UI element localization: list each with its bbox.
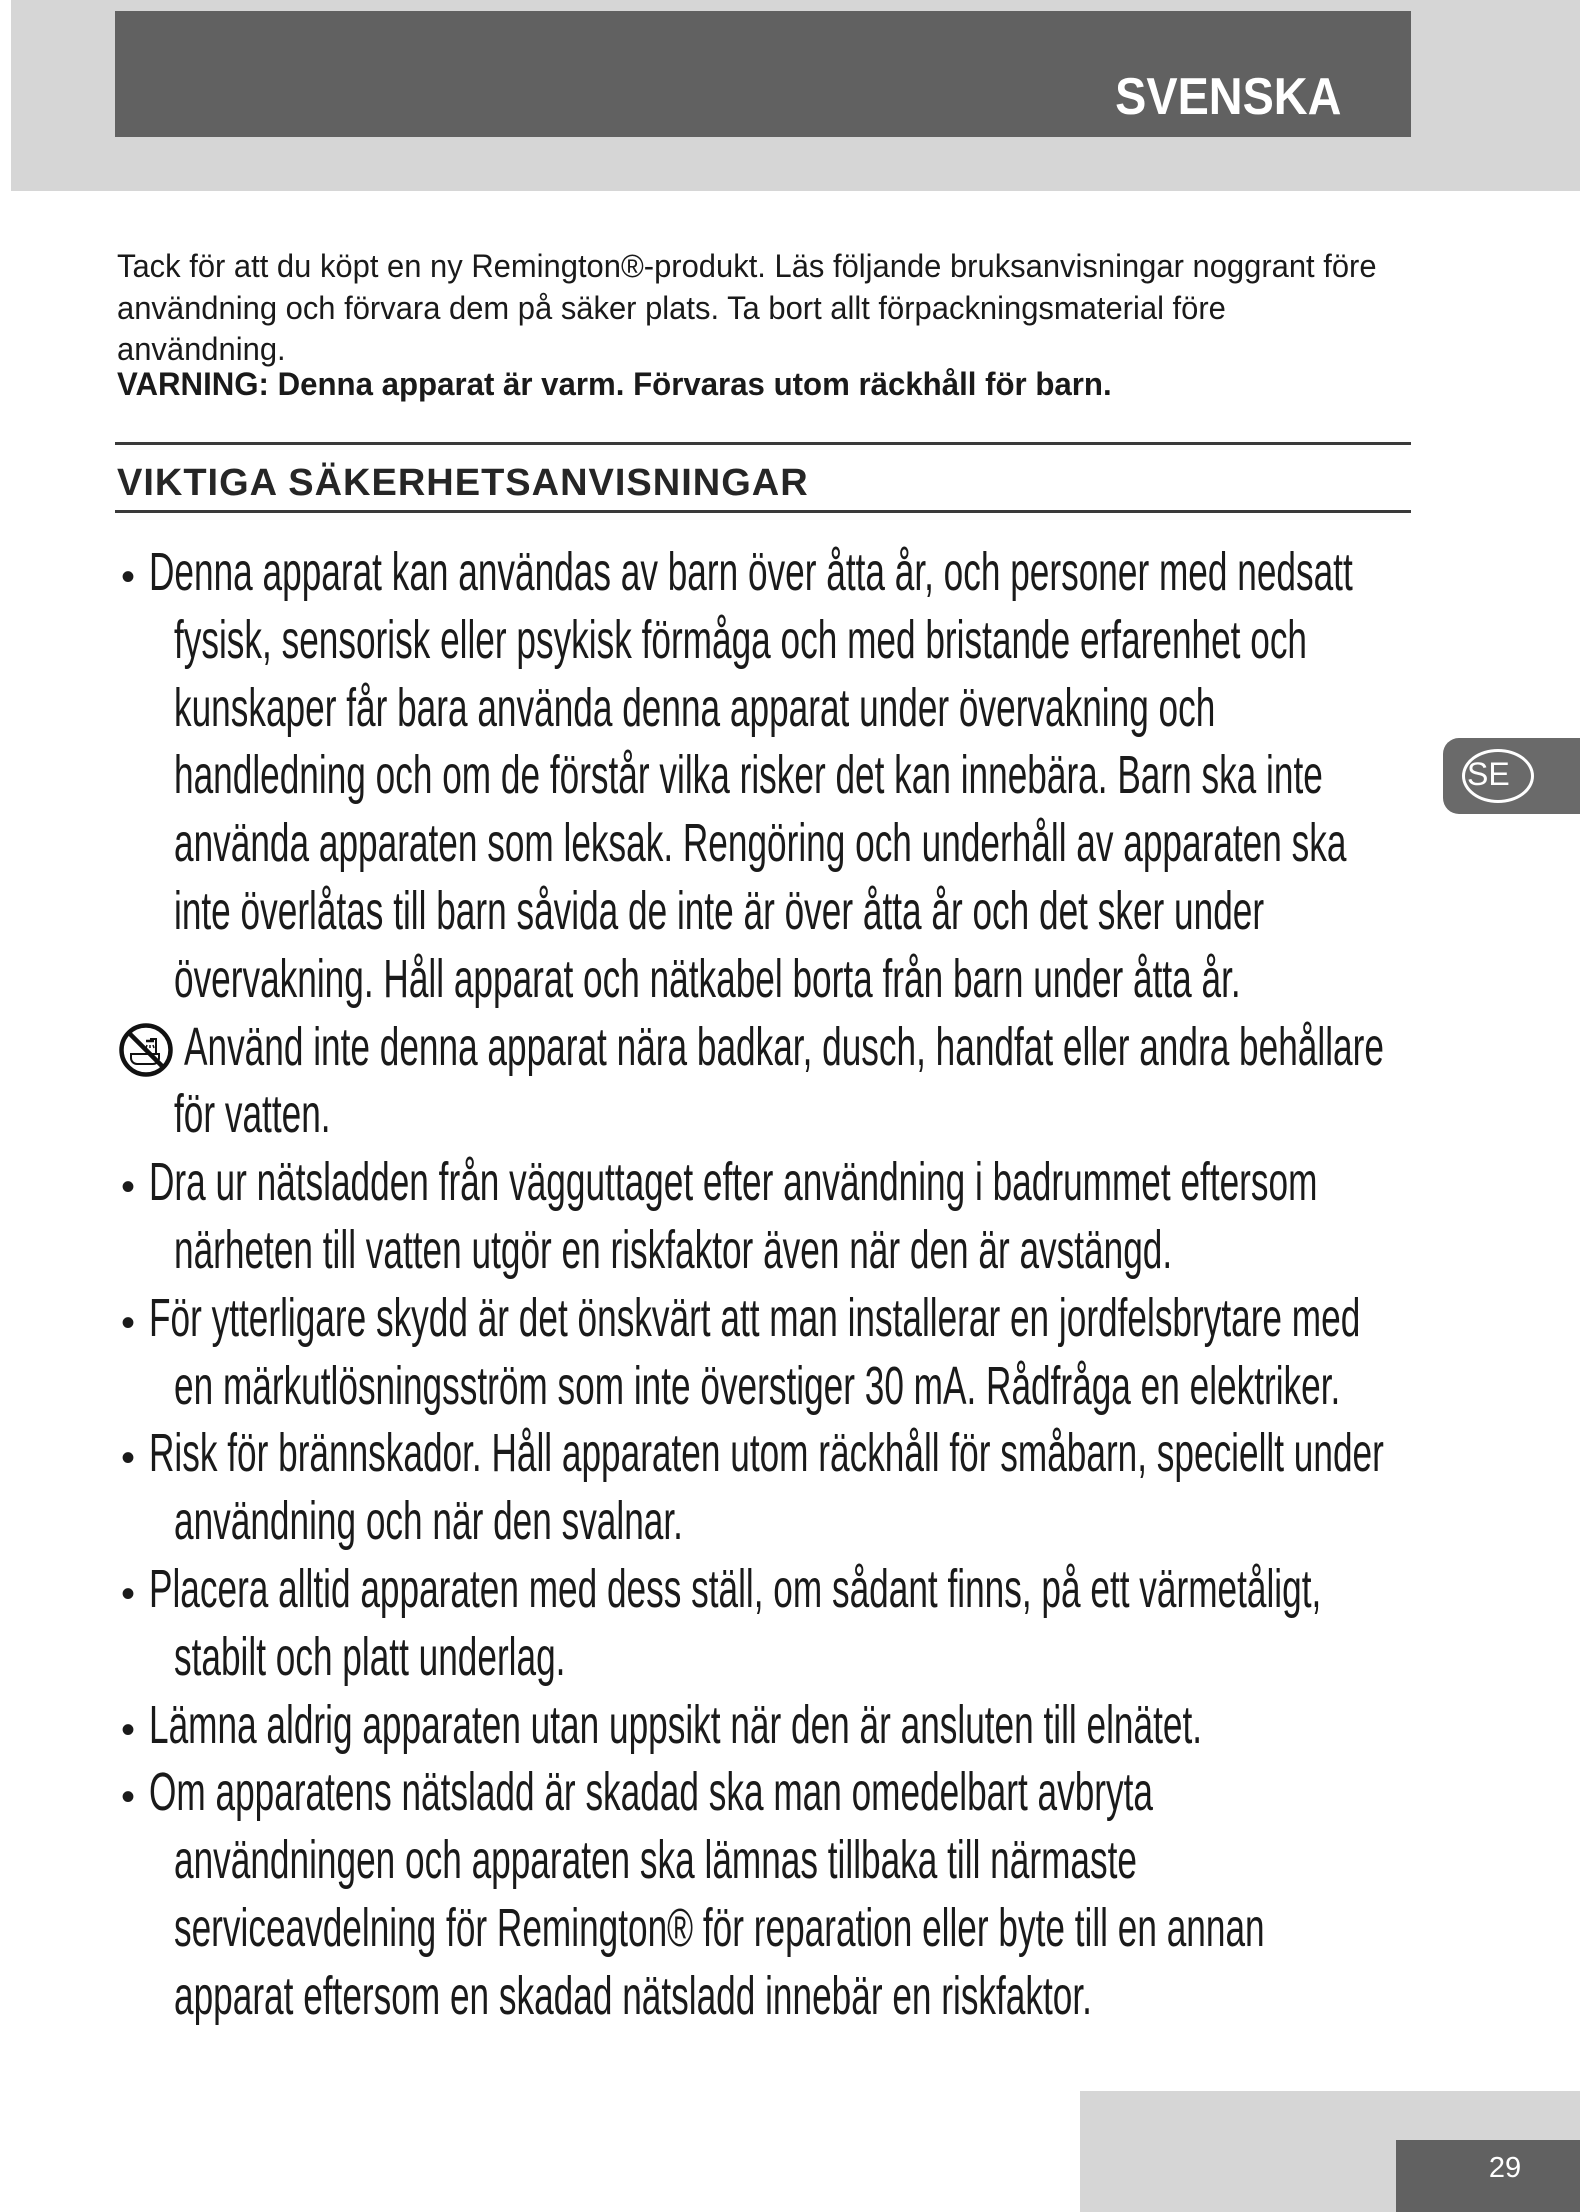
bullet: • xyxy=(121,1300,136,1345)
list-line xyxy=(0,1556,1440,1624)
safety-list xyxy=(0,539,1440,2031)
list-line-text: stabilt och platt underlag. xyxy=(174,1626,566,1687)
list-line xyxy=(0,1624,1440,1692)
list-line xyxy=(0,539,1440,607)
intro-line: Tack för att du köpt en ny Remington®-produkt. Läs följande bruksanvisningar noggrant före xyxy=(117,248,1377,284)
list-line-text: en märkutlösningsström som inte överstiger 30 mA. Rådfråga en elektriker. xyxy=(174,1355,1341,1416)
list-line-text: Risk för brännskador. Håll apparaten utom räckhåll för småbarn, speciellt under xyxy=(149,1423,1384,1484)
bullet: • xyxy=(121,1571,136,1616)
language-title-box xyxy=(115,11,1411,137)
list-line xyxy=(0,1217,1440,1285)
list-line xyxy=(0,1353,1440,1421)
safety-item xyxy=(0,1149,1440,1285)
list-line-text: använda apparaten som leksak. Rengöring och underhåll av apparaten ska xyxy=(174,813,1347,874)
list-line xyxy=(0,1420,1440,1488)
safety-item xyxy=(0,1692,1440,1760)
section-rule-bottom xyxy=(115,510,1411,513)
list-line-text: Placera alltid apparaten med dess ställ, om sådant finns, på ett värmetåligt, xyxy=(149,1558,1322,1619)
list-line-text: fysisk, sensorisk eller psykisk förmåga och med bristande erfarenhet och xyxy=(174,609,1308,670)
list-line xyxy=(0,1963,1440,2031)
list-line-text: närheten till vatten utgör en riskfaktor även när den är avstängd. xyxy=(174,1219,1173,1280)
list-line-text: Använd inte denna apparat nära badkar, dusch, handfat eller andra behållare xyxy=(184,1016,1384,1077)
bullet: • xyxy=(121,1436,136,1481)
list-line-text: serviceavdelning för Remington® för reparation eller byte till en annan xyxy=(174,1897,1265,1958)
list-line-text: Om apparatens nätsladd är skadad ska man omedelbart avbryta xyxy=(149,1762,1153,1823)
language-title: SVENSKA xyxy=(1114,68,1341,126)
section-heading: VIKTIGA SÄKERHETSANVISNINGAR xyxy=(117,462,809,504)
list-line xyxy=(0,946,1440,1014)
bullet: • xyxy=(121,1707,136,1752)
warning-text: VARNING: Denna apparat är varm. Förvaras utom räckhåll för barn. xyxy=(117,366,1112,402)
list-line-text: inte överlåtas till barn såvida de inte är över åtta år och det sker under xyxy=(174,880,1265,941)
list-line xyxy=(0,742,1440,810)
list-line xyxy=(0,878,1440,946)
list-line-text: användningen och apparaten ska lämnas tillbaka till närmaste xyxy=(174,1830,1137,1891)
bullet: • xyxy=(121,1775,136,1820)
bullet: • xyxy=(121,555,136,599)
safety-item xyxy=(0,1759,1440,2030)
list-line-text: för vatten. xyxy=(174,1084,331,1145)
list-line xyxy=(0,1285,1440,1353)
safety-item xyxy=(0,1556,1440,1692)
list-line-text: Lämna aldrig apparaten utan uppsikt när den är ansluten till elnätet. xyxy=(149,1694,1203,1755)
no-water-warning-icon xyxy=(118,1022,174,1078)
safety-item xyxy=(0,1420,1440,1556)
list-line-text: För ytterligare skydd är det önskvärt att man installerar en jordfelsbrytare med xyxy=(149,1287,1361,1348)
list-line xyxy=(0,1759,1440,1827)
list-line-text: Dra ur nätsladden från vägguttaget efter användning i badrummet eftersom xyxy=(149,1152,1318,1213)
language-tab-label: SE xyxy=(1467,756,1510,792)
list-line-text: användning och när den svalnar. xyxy=(174,1491,683,1552)
safety-item xyxy=(0,1014,1440,1150)
safety-item xyxy=(0,539,1440,1014)
list-line xyxy=(0,675,1440,743)
list-line xyxy=(0,1014,1440,1082)
page-number: 29 xyxy=(1488,2152,1522,2184)
list-line-text: kunskaper får bara använda denna apparat under övervakning och xyxy=(174,677,1216,738)
list-line xyxy=(0,810,1440,878)
list-line xyxy=(0,607,1440,675)
list-line-text: övervakning. Håll apparat och nätkabel borta från barn under åtta år. xyxy=(174,948,1241,1009)
list-line-text: apparat eftersom en skadad nätsladd innebär en riskfaktor. xyxy=(174,1965,1092,2026)
list-line xyxy=(0,1488,1440,1556)
list-line xyxy=(0,1827,1440,1895)
section-rule-top xyxy=(115,442,1411,445)
list-line-text: Denna apparat kan användas av barn över åtta år, och personer med nedsatt xyxy=(149,542,1353,602)
list-line xyxy=(0,1692,1440,1760)
page-number-box xyxy=(1396,2140,1580,2212)
list-line xyxy=(0,1149,1440,1217)
intro-line: användning. xyxy=(117,331,286,367)
bullet: • xyxy=(121,1165,136,1210)
intro-line: användning och förvara dem på säker plats. Ta bort allt förpackningsmaterial före xyxy=(117,290,1226,326)
list-line-text: handledning och om de förstår vilka risker det kan innebära. Barn ska inte xyxy=(174,745,1323,806)
list-line xyxy=(0,1081,1440,1149)
list-line xyxy=(0,1895,1440,1963)
language-tab xyxy=(1443,738,1580,814)
safety-item xyxy=(0,1285,1440,1421)
